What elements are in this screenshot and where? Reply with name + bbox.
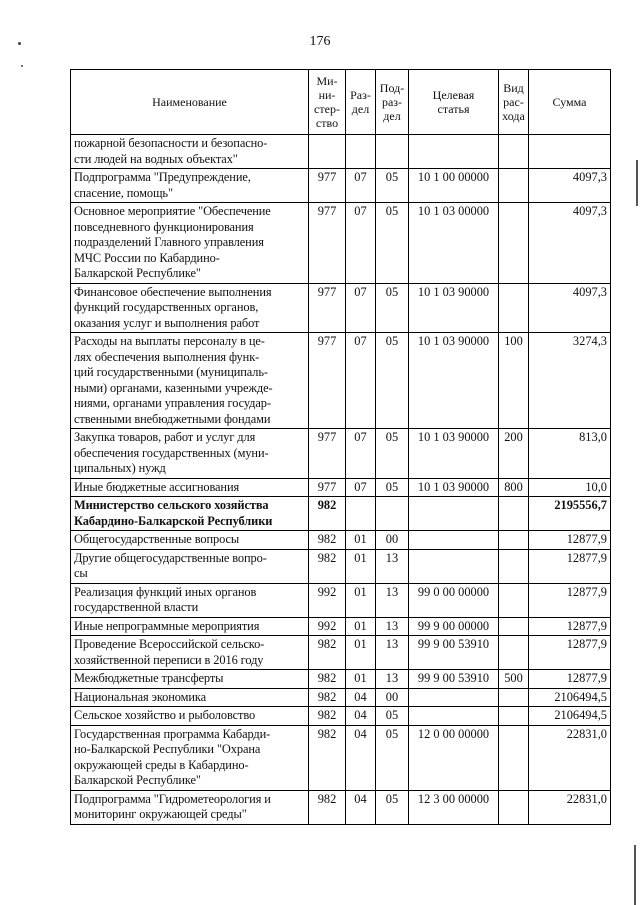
- cell-name: Сельское хозяйство и рыболовство: [71, 707, 309, 726]
- cell-ministry: 982: [309, 549, 346, 583]
- cell-target-article: 12 0 00 00000: [409, 725, 499, 790]
- cell-subsection: 05: [376, 725, 409, 790]
- cell-expense-type: [499, 203, 529, 284]
- cell-amount: 22831,0: [529, 790, 611, 824]
- cell-amount: 2106494,5: [529, 688, 611, 707]
- page-number: 176: [309, 34, 331, 49]
- cell-ministry: 992: [309, 617, 346, 636]
- cell-target-article: [409, 549, 499, 583]
- cell-target-article: 10 1 03 00000: [409, 203, 499, 284]
- cell-expense-type: [499, 549, 529, 583]
- cell-section: 01: [346, 531, 376, 550]
- cell-section: 01: [346, 549, 376, 583]
- cell-expense-type: [499, 617, 529, 636]
- cell-expense-type: [499, 725, 529, 790]
- column-header-section: Раз- дел: [346, 70, 376, 135]
- table-row: [71, 549, 611, 583]
- cell-ministry: 982: [309, 670, 346, 689]
- cell-section: 01: [346, 583, 376, 617]
- cell-subsection: 05: [376, 478, 409, 497]
- cell-name: пожарной безопасности и безопасно- сти людей на водных объектах": [71, 135, 309, 169]
- table-row: [71, 688, 611, 707]
- table-row: [71, 531, 611, 550]
- cell-name: Национальная экономика: [71, 688, 309, 707]
- table-row: [71, 617, 611, 636]
- cell-ministry: 977: [309, 333, 346, 429]
- table-row: [71, 707, 611, 726]
- cell-expense-type: [499, 135, 529, 169]
- cell-expense-type: [499, 497, 529, 531]
- cell-expense-type: 800: [499, 478, 529, 497]
- cell-section: 07: [346, 203, 376, 284]
- cell-ministry: 992: [309, 583, 346, 617]
- cell-target-article: [409, 135, 499, 169]
- cell-amount: 12877,9: [529, 636, 611, 670]
- cell-section: 04: [346, 725, 376, 790]
- cell-name: Иные бюджетные ассигнования: [71, 478, 309, 497]
- cell-subsection: 05: [376, 429, 409, 479]
- cell-name: Основное мероприятие "Обеспечение повседневного функционирования подразделений Главного управления МЧС России по Кабардино- Балкарской Республике": [71, 203, 309, 284]
- table-row: [71, 583, 611, 617]
- cell-name: Министерство сельского хозяйства Кабардино-Балкарской Республики: [71, 497, 309, 531]
- table-row: [71, 283, 611, 333]
- cell-amount: 4097,3: [529, 169, 611, 203]
- table-row: [71, 203, 611, 284]
- cell-section: [346, 497, 376, 531]
- cell-name: Расходы на выплаты персоналу в це- лях обеспечения выполнения функ- ций государственными (муниципаль- ными) органами, казенными учрежде- ниями, органами управления государ- ственными внебюджетными фондами: [71, 333, 309, 429]
- cell-subsection: 13: [376, 670, 409, 689]
- cell-ministry: 982: [309, 688, 346, 707]
- cell-ministry: 982: [309, 790, 346, 824]
- cell-section: 01: [346, 617, 376, 636]
- cell-ministry: 977: [309, 429, 346, 479]
- table-row: [71, 429, 611, 479]
- table-row: [71, 725, 611, 790]
- cell-name: Другие общегосударственные вопро- сы: [71, 549, 309, 583]
- cell-ministry: 977: [309, 283, 346, 333]
- table-row: [71, 497, 611, 531]
- cell-target-article: 10 1 03 90000: [409, 333, 499, 429]
- cell-target-article: 99 9 00 53910: [409, 670, 499, 689]
- cell-target-article: 99 9 00 00000: [409, 617, 499, 636]
- cell-amount: [529, 135, 611, 169]
- cell-amount: 12877,9: [529, 617, 611, 636]
- cell-name: Государственная программа Кабарди- но-Балкарской Республики "Охрана окружающей среды в Кабардино- Балкарской Республике": [71, 725, 309, 790]
- cell-section: [346, 135, 376, 169]
- column-header-ministry: Ми- ни- стер- ство: [309, 70, 346, 135]
- cell-subsection: 13: [376, 583, 409, 617]
- cell-name: Проведение Всероссийской сельско- хозяйственной переписи в 2016 году: [71, 636, 309, 670]
- cell-section: 01: [346, 636, 376, 670]
- cell-section: 07: [346, 169, 376, 203]
- cell-subsection: 00: [376, 688, 409, 707]
- cell-ministry: 982: [309, 725, 346, 790]
- cell-subsection: 05: [376, 790, 409, 824]
- cell-ministry: 977: [309, 203, 346, 284]
- cell-ministry: 982: [309, 531, 346, 550]
- cell-ministry: 982: [309, 707, 346, 726]
- cell-target-article: [409, 531, 499, 550]
- cell-subsection: [376, 135, 409, 169]
- cell-target-article: 10 1 03 90000: [409, 429, 499, 479]
- cell-amount: 3274,3: [529, 333, 611, 429]
- table-row: [71, 169, 611, 203]
- column-header-name: Наименование: [71, 70, 309, 135]
- cell-section: 07: [346, 333, 376, 429]
- cell-name: Межбюджетные трансферты: [71, 670, 309, 689]
- cell-amount: 12877,9: [529, 670, 611, 689]
- cell-name: Реализация функций иных органов государственной власти: [71, 583, 309, 617]
- column-header-target-article: Целевая статья: [409, 70, 499, 135]
- table-row: [71, 135, 611, 169]
- cell-subsection: 13: [376, 549, 409, 583]
- scan-edge-mark: [636, 160, 638, 206]
- column-header-amount: Сумма: [529, 70, 611, 135]
- cell-target-article: [409, 497, 499, 531]
- cell-subsection: 05: [376, 203, 409, 284]
- cell-target-article: 10 1 03 90000: [409, 283, 499, 333]
- cell-ministry: [309, 135, 346, 169]
- cell-amount: 10,0: [529, 478, 611, 497]
- cell-target-article: 12 3 00 00000: [409, 790, 499, 824]
- scan-edge-mark: [634, 845, 636, 905]
- table-row: [71, 670, 611, 689]
- cell-ministry: 977: [309, 169, 346, 203]
- table-body: [71, 135, 611, 825]
- table-row: [71, 478, 611, 497]
- cell-expense-type: 100: [499, 333, 529, 429]
- cell-subsection: 00: [376, 531, 409, 550]
- cell-name: Общегосударственные вопросы: [71, 531, 309, 550]
- cell-name: Финансовое обеспечение выполнения функций государственных органов, оказания услуг и выполнения работ: [71, 283, 309, 333]
- cell-expense-type: [499, 707, 529, 726]
- cell-subsection: 13: [376, 617, 409, 636]
- cell-section: 07: [346, 283, 376, 333]
- cell-name: Подпрограмма "Гидрометеорология и мониторинг окружающей среды": [71, 790, 309, 824]
- cell-amount: 12877,9: [529, 549, 611, 583]
- cell-target-article: 99 9 00 53910: [409, 636, 499, 670]
- cell-section: 01: [346, 670, 376, 689]
- cell-amount: 22831,0: [529, 725, 611, 790]
- cell-ministry: 982: [309, 636, 346, 670]
- cell-amount: 813,0: [529, 429, 611, 479]
- cell-target-article: [409, 688, 499, 707]
- cell-section: 07: [346, 478, 376, 497]
- cell-expense-type: [499, 790, 529, 824]
- cell-section: 04: [346, 707, 376, 726]
- cell-name: Закупка товаров, работ и услуг для обеспечения государственных (муни- ципальных) нужд: [71, 429, 309, 479]
- cell-expense-type: 500: [499, 670, 529, 689]
- cell-section: 07: [346, 429, 376, 479]
- cell-amount: 12877,9: [529, 583, 611, 617]
- cell-subsection: 13: [376, 636, 409, 670]
- scan-speck: [18, 42, 21, 45]
- cell-ministry: 977: [309, 478, 346, 497]
- cell-amount: 12877,9: [529, 531, 611, 550]
- cell-amount: 4097,3: [529, 203, 611, 284]
- cell-ministry: 982: [309, 497, 346, 531]
- cell-expense-type: 200: [499, 429, 529, 479]
- cell-subsection: 05: [376, 333, 409, 429]
- cell-amount: 4097,3: [529, 283, 611, 333]
- cell-target-article: [409, 707, 499, 726]
- cell-subsection: 05: [376, 707, 409, 726]
- cell-target-article: 10 1 00 00000: [409, 169, 499, 203]
- table-row: [71, 790, 611, 824]
- column-header-expense-type: Вид рас- хода: [499, 70, 529, 135]
- cell-target-article: 99 0 00 00000: [409, 583, 499, 617]
- cell-name: Подпрограмма "Предупреждение, спасение, помощь": [71, 169, 309, 203]
- cell-amount: 2195556,7: [529, 497, 611, 531]
- cell-expense-type: [499, 636, 529, 670]
- cell-expense-type: [499, 169, 529, 203]
- table-row: [71, 333, 611, 429]
- table-row: [71, 636, 611, 670]
- table-header-row: [71, 70, 611, 135]
- cell-expense-type: [499, 531, 529, 550]
- cell-section: 04: [346, 688, 376, 707]
- column-header-subsection: Под- раз- дел: [376, 70, 409, 135]
- cell-name: Иные непрограммные мероприятия: [71, 617, 309, 636]
- cell-expense-type: [499, 283, 529, 333]
- cell-expense-type: [499, 583, 529, 617]
- cell-expense-type: [499, 688, 529, 707]
- cell-subsection: [376, 497, 409, 531]
- cell-target-article: 10 1 03 90000: [409, 478, 499, 497]
- cell-amount: 2106494,5: [529, 707, 611, 726]
- budget-table: [70, 69, 611, 825]
- scan-speck: [21, 65, 23, 67]
- cell-subsection: 05: [376, 283, 409, 333]
- cell-section: 04: [346, 790, 376, 824]
- cell-subsection: 05: [376, 169, 409, 203]
